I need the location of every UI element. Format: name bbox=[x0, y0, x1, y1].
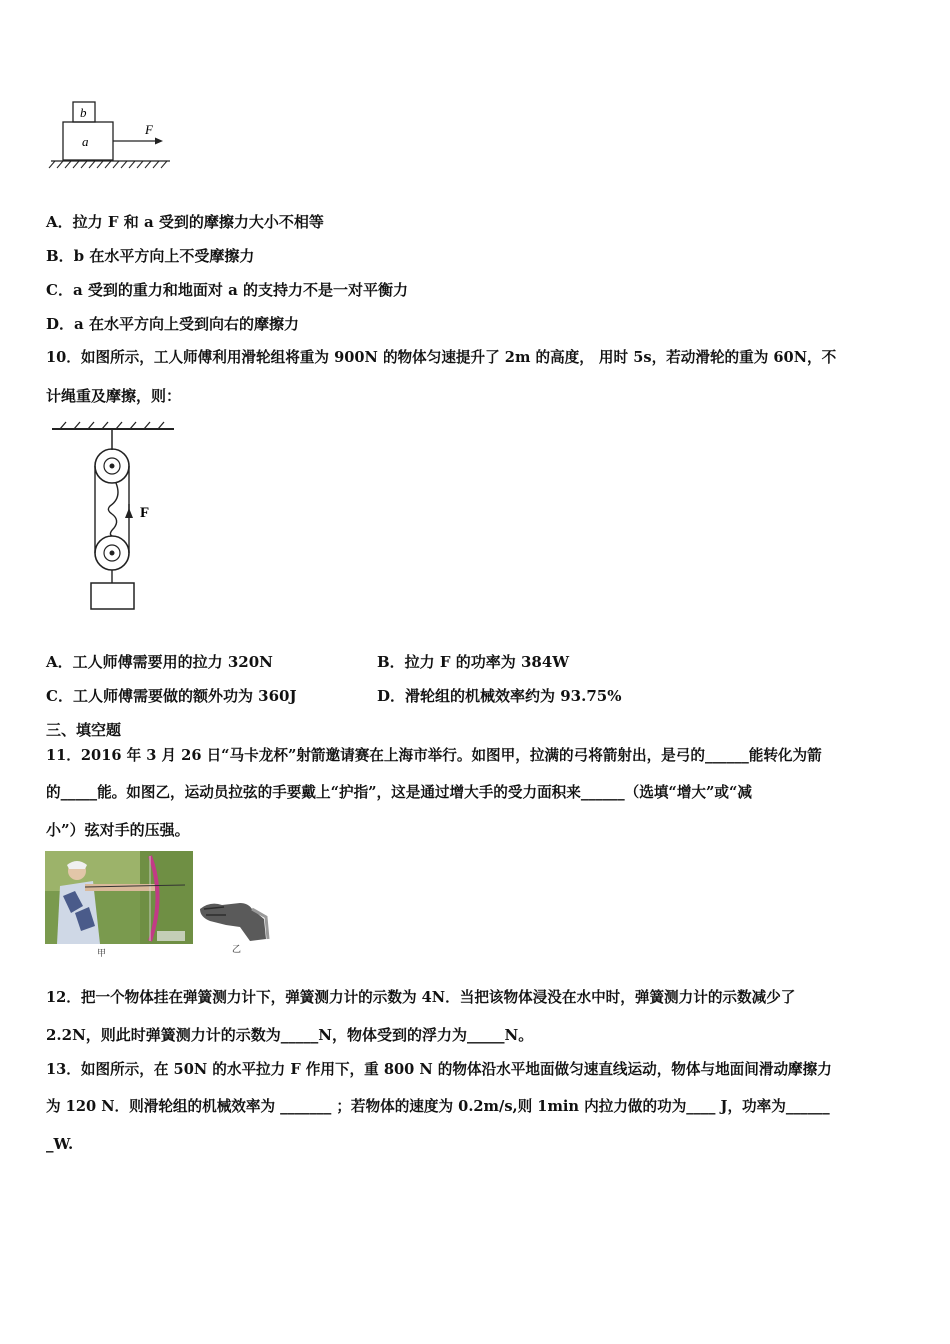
q10-option-a: A．工人师傅需要用的拉力 320N bbox=[46, 653, 273, 671]
pulley-F-label: F bbox=[140, 505, 150, 521]
q11-text-line2: 的_____能。如图乙，运动员拉弦的手要戴上“护指”，这是通过增大手的受力面积来______（选填“增大”或“减 bbox=[46, 784, 752, 801]
q10-text-line2: 计绳重及摩擦，则： bbox=[46, 387, 182, 405]
q10-option-d: D．滑轮组的机械效率约为 93.75% bbox=[377, 687, 622, 705]
archery-photo bbox=[45, 851, 193, 944]
q13-text-line3: _W. bbox=[46, 1135, 74, 1153]
q11-text-line3: 小”）弦对手的压强。 bbox=[46, 821, 190, 839]
q9-option-b: B．b 在水平方向上不受摩擦力 bbox=[46, 247, 255, 265]
q10-option-b: B．拉力 F 的功率为 384W bbox=[377, 653, 570, 671]
force-F-label: F bbox=[145, 122, 153, 137]
q9-option-a: A．拉力 F 和 a 受到的摩擦力大小不相等 bbox=[46, 213, 324, 231]
section-heading: 三、填空题 bbox=[46, 721, 122, 739]
photo-label-jia: 甲 bbox=[97, 949, 107, 959]
pulley-diagram bbox=[50, 420, 180, 615]
photo-label-yi: 乙 bbox=[232, 945, 242, 955]
q12-text-line1: 12．把一个物体挂在弹簧测力计下，弹簧测力计的示数为 4N．当把该物体浸没在水中时，弹簧测力计的示数减少了 bbox=[46, 989, 796, 1006]
q9-option-c: C．a 受到的重力和地面对 a 的支持力不是一对平衡力 bbox=[46, 281, 409, 299]
glove-photo bbox=[196, 887, 270, 944]
q12-text-line2: 2.2N，则此时弹簧测力计的示数为_____N，物体受到的浮力为_____N。 bbox=[46, 1026, 534, 1044]
q13-text-line1: 13．如图所示，在 50N 的水平拉力 F 作用下，重 800 N 的物体沿水平地面做匀速直线运动，物体与地面间滑动摩擦力 bbox=[46, 1061, 832, 1078]
q13-text-line2: 为 120 N．则滑轮组的机械效率为 _______ ；若物体的速度为 0.2m/s,则 1min 内拉力做的功为____ J，功率为______ bbox=[46, 1098, 830, 1115]
q10-text-line1: 10．如图所示，工人师傅利用滑轮组将重为 900N 的物体匀速提升了 2m 的高度， 用时 5s，若动滑轮的重为 60N，不 bbox=[46, 349, 837, 366]
q10-option-c: C．工人师傅需要做的额外功为 360J bbox=[46, 687, 297, 705]
blocks-diagram bbox=[45, 98, 175, 173]
block-a-label: a bbox=[82, 134, 89, 149]
block-b-label: b bbox=[80, 105, 87, 120]
q9-option-d: D．a 在水平方向上受到向右的摩擦力 bbox=[46, 315, 299, 333]
q11-text-line1: 11．2016 年 3 月 26 日“马卡龙杯”射箭邀请赛在上海市举行。如图甲，拉满的弓将箭射出，是弓的______能转化为箭 bbox=[46, 747, 822, 764]
